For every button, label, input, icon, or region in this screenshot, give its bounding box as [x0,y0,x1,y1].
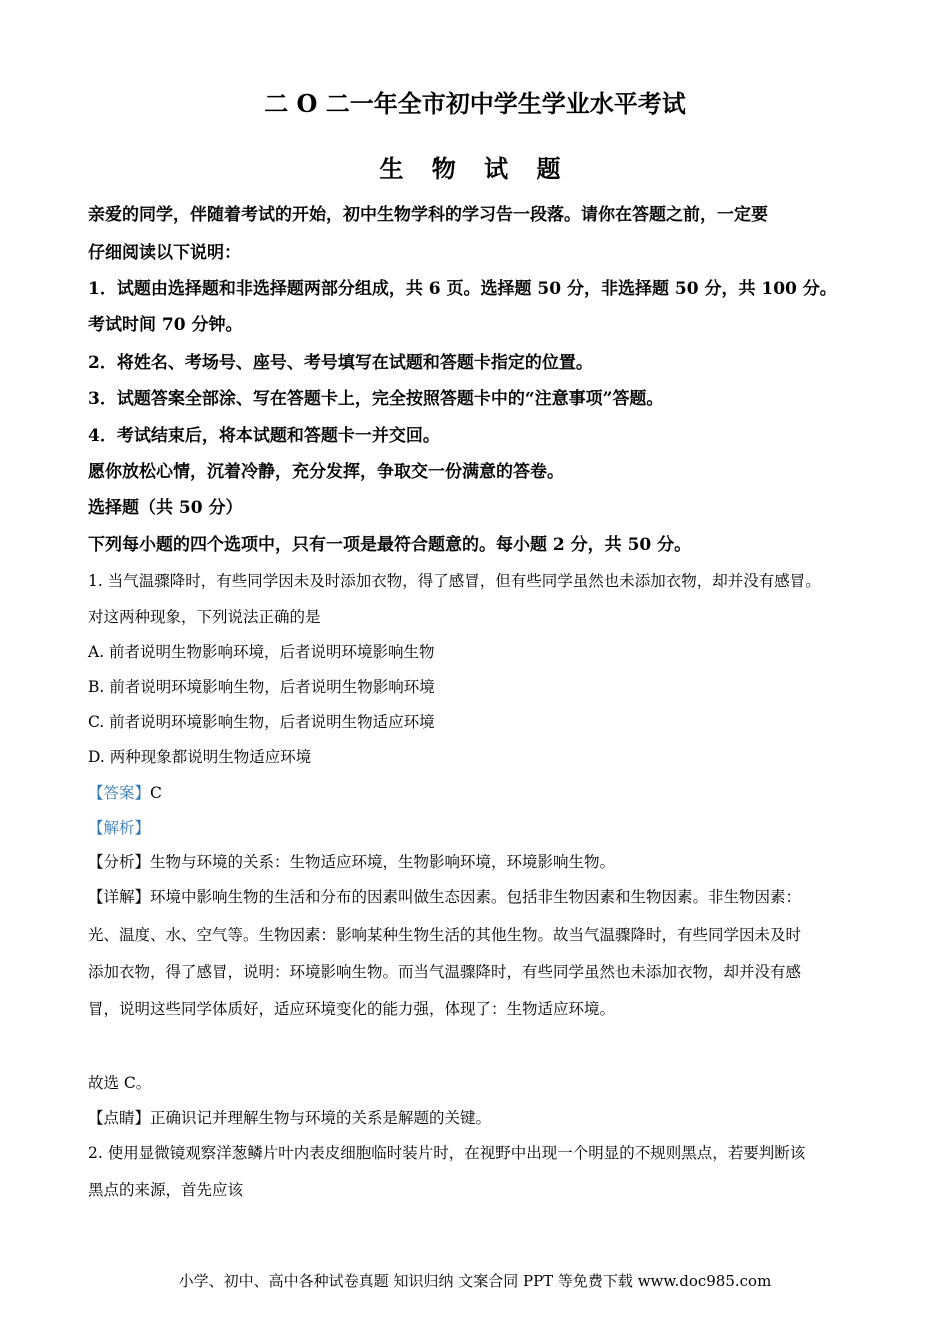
q1-stem-line-1: 1. 当气温骤降时，有些同学因未及时添加衣物，得了感冒，但有些同学虽然也未添加衣物，却并没有感冒。 [88,572,821,590]
section-directions: 下列每小题的四个选项中，只有一项是最符合题意的。每小题 2 分，共 50 分。 [88,535,692,555]
answer-tag: 【答案】 [88,784,151,802]
instruction-wish: 愿你放松心情，沉着冷静，充分发挥，争取交一份满意的答卷。 [88,462,564,482]
q2-stem-line-2: 黑点的来源，首先应该 [88,1181,244,1199]
exam-subtitle: 生 物 试 题 [379,154,571,183]
q1-xiangjie-line-4: 冒，说明这些同学体质好，适应环境变化的能力强，体现了：生物适应环境。 [88,1000,616,1018]
q1-xiangjie-line-1: 【详解】环境中影响生物的生活和分布的因素叫做生态因素。包括非生物因素和生物因素。非生物因素： [88,888,802,906]
instruction-item-2: 2．将姓名、考场号、座号、考号填写在试题和答题卡指定的位置。 [88,353,593,373]
section-heading: 选择题（共 50 分） [88,498,243,518]
instruction-item-1a: 1．试题由选择题和非选择题两部分组成，共 6 页。选择题 50 分，非选择题 50 分，共 100 分。 [88,279,837,299]
q1-dianjing: 【点睛】正确识记并理解生物与环境的关系是解题的关键。 [88,1109,492,1127]
q1-option-c: C. 前者说明环境影响生物，后者说明生物适应环境 [88,713,435,731]
q2-stem-line-1: 2. 使用显微镜观察洋葱鳞片叶内表皮细胞临时装片时，在视野中出现一个明显的不规则黑点，若要判断该 [88,1144,806,1162]
analysis-tag: 【解析】 [88,819,151,837]
instruction-item-3: 3．试题答案全部涂、写在答题卡上，完全按照答题卡中的“注意事项”答题。 [88,389,664,409]
instruction-item-1b: 考试时间 70 分钟。 [88,315,243,335]
exam-title: 二 O 二一年全市初中学生学业水平考试 [264,89,686,118]
q1-choose: 故选 C。 [88,1074,152,1092]
instruction-item-4: 4．考试结束后，将本试题和答题卡一并交回。 [88,426,440,446]
q1-option-b: B. 前者说明环境影响生物，后者说明生物影响环境 [88,678,435,696]
q1-stem-line-2: 对这两种现象，下列说法正确的是 [88,608,321,626]
q1-xiangjie-line-3: 添加衣物，得了感冒，说明：环境影响生物。而当气温骤降时，有些同学虽然也未添加衣物，却并没有感 [88,963,802,981]
q1-xiangjie-line-2: 光、温度、水、空气等。生物因素：影响某种生物生活的其他生物。故当气温骤降时，有些同学因未及时 [88,926,802,944]
q1-option-a: A. 前者说明生物影响环境，后者说明环境影响生物 [88,643,435,661]
intro-line-2: 仔细阅读以下说明： [88,243,241,263]
footer-text: 小学、初中、高中各种试卷真题 知识归纳 文案合同 PPT 等免费下载 www.doc985.com [178,1272,772,1290]
intro-line-1: 亲爱的同学，伴随着考试的开始，初中生物学科的学习告一段落。请你在答题之前，一定要 [88,205,768,225]
q1-option-d: D. 两种现象都说明生物适应环境 [88,748,312,766]
answer-value: C [150,784,162,802]
q1-fenxi: 【分析】生物与环境的关系：生物适应环境，生物影响环境，环境影响生物。 [88,853,616,871]
q1-answer-line [88,786,162,802]
